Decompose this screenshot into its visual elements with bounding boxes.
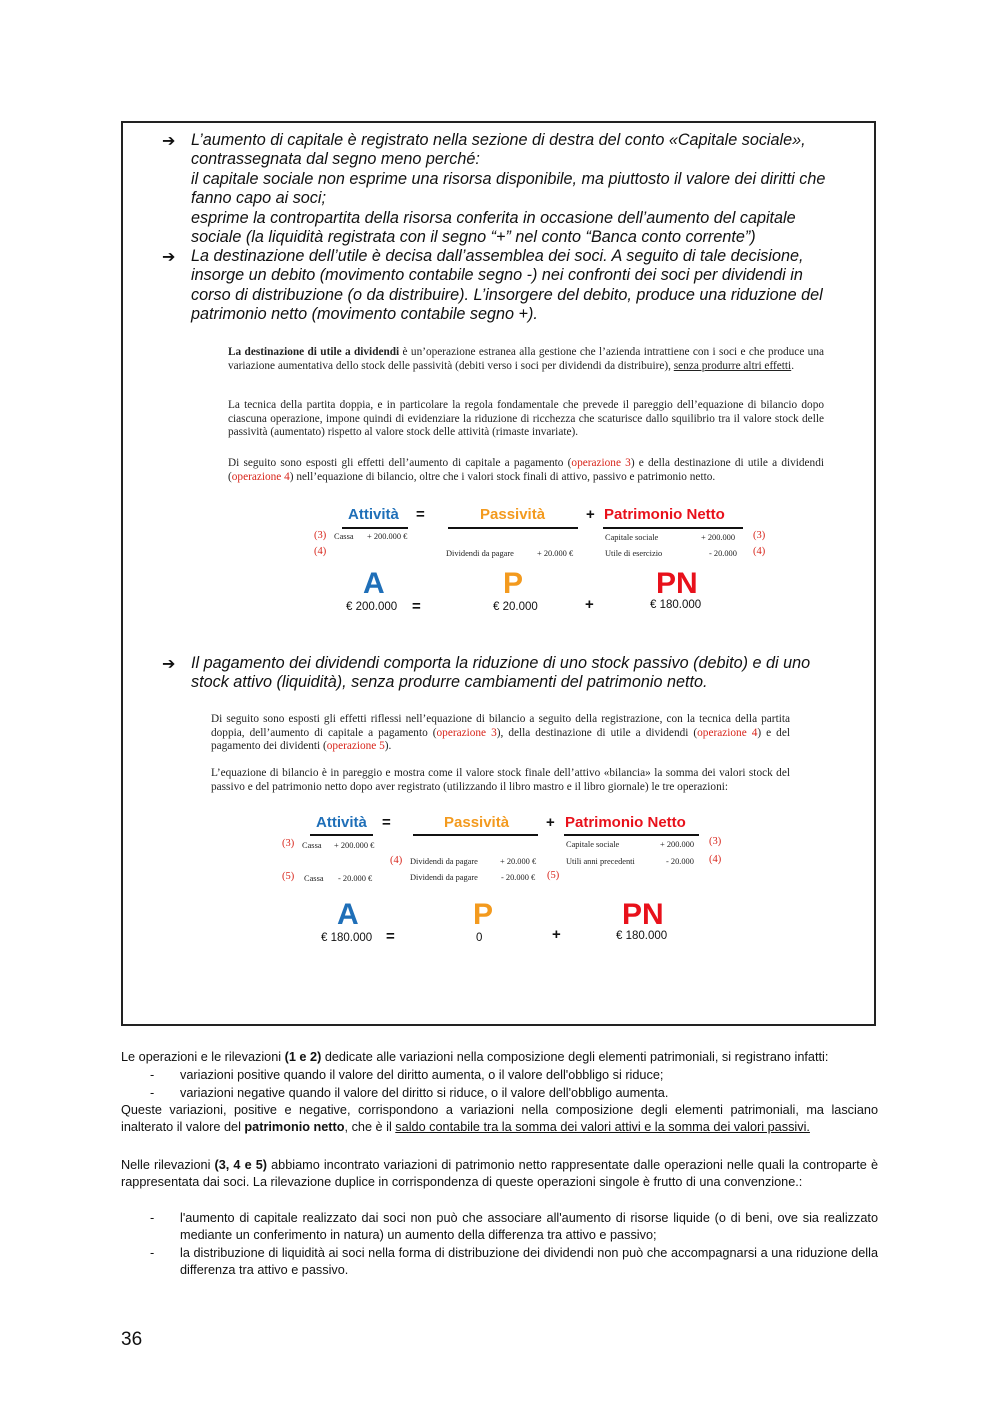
list-dash: - <box>150 1068 155 1082</box>
arrow-icon: ➔ <box>162 656 176 673</box>
operation-number: (3) <box>314 530 327 541</box>
body-text: Queste variazioni, positive e negative, corrispondono a variazioni nella composizione degli elementi patrimoniali, ma lasciano inalterato il valore del <box>121 1103 878 1135</box>
account-name: Capitale sociale <box>566 840 620 849</box>
bullet-1-line: esprime la contropartita della risorsa conferita in occasione dell’aumento del capitale <box>191 208 796 227</box>
operation-number: (3) <box>282 838 295 849</box>
box2-text: L’equazione di bilancio è in pareggio e mostra come il valore stock finale dell’attivo «bilancia» la somma dei valori stock del passivo e del patrimonio netto dopo aver registrato (utilizzando il libro mastro e il libro giornale) le tre operazioni: <box>211 767 790 793</box>
underline <box>564 834 699 836</box>
plus-sign: + <box>552 926 561 943</box>
body-text: Nelle rilevazioni <box>121 1158 215 1172</box>
operation-number: (4) <box>314 546 327 557</box>
box2-text: Di seguito sono esposti gli effetti riflessi nell’equazione di bilancio a seguito della registrazione, con la tecnica della partita doppia, dell’aumento di capitale a pagamento ( <box>211 713 790 739</box>
equals-sign: = <box>382 814 391 831</box>
list-dash: - <box>150 1246 155 1260</box>
account-value: - 20.000 € <box>501 873 536 882</box>
body-paragraph-3 <box>121 1157 878 1192</box>
account-name: Dividendi da pagare <box>410 873 478 882</box>
body-bold: patrimonio netto <box>244 1120 345 1135</box>
box1-text: ) e della destinazione di utile a dividendi ( <box>228 457 824 483</box>
account-value: + 200.000 € <box>334 841 375 850</box>
list-item: la distribuzione di liquidità ai soci nella forma di distribuzione dei dividendi non può che accompagnarsi a una riduzione della differenza tra attivo e passivo. <box>180 1246 878 1278</box>
body-underlined: saldo contabile tra la somma dei valori attivi e la somma dei valori passivi. <box>395 1120 810 1135</box>
total-attivita: € 180.000 <box>321 932 373 944</box>
body-text: , che è il <box>344 1120 396 1135</box>
header-passivita: Passività <box>480 506 546 523</box>
header-passivita: Passività <box>444 814 510 831</box>
bullet-3-line: Il pagamento dei dividendi comporta la riduzione di uno stock passivo (debito) e di uno <box>191 654 811 672</box>
plus-sign: + <box>546 814 555 831</box>
operation-3-ref: operazione 3 <box>436 726 497 739</box>
bullet-1-line: fanno capo ai soci; <box>191 189 326 208</box>
account-value: - 20.000 € <box>338 874 373 883</box>
box2-text: ), della destinazione di utile a dividendi ( <box>496 726 698 739</box>
total-letter-p: P <box>503 567 524 600</box>
body-paragraph-1 <box>121 1049 878 1066</box>
total-passivita: € 20.000 <box>493 601 538 613</box>
bullet-1-line: sociale (la liquidità registrata con il segno “+” nel conto “Banca conto corrente”) <box>191 228 756 247</box>
box1-underlined: senza produrre altri effetti <box>673 359 792 372</box>
operation-3-ref: operazione 3 <box>571 457 631 469</box>
account-value: + 20.000 € <box>537 549 574 558</box>
account-value: - 20.000 <box>666 857 694 866</box>
bullet-2 <box>191 247 871 325</box>
bullet-1-line: contrassegnata dal segno meno perché: <box>191 150 480 169</box>
equals-sign: = <box>416 506 425 523</box>
box2-text: ). <box>384 740 392 753</box>
operation-number: (5) <box>547 870 560 881</box>
account-name: Utile di esercizio <box>605 549 663 558</box>
total-letter-a: A <box>337 898 359 931</box>
account-value: + 20.000 € <box>500 857 537 866</box>
box2-paragraph-2 <box>211 767 790 794</box>
bullet-2-line: patrimonio netto (movimento contabile segno +). <box>191 305 538 324</box>
body-text: abbiamo incontrato variazioni di patrimonio netto rappresentate dalle operazioni nelle quali la controparte è rappresentata dai soci. La rilevazione duplice in corrispondenza di queste operazioni singole è frutto di una convenzione.: <box>121 1158 878 1190</box>
total-patrimonio-netto: € 180.000 <box>616 930 668 942</box>
equals-sign: = <box>386 928 395 945</box>
header-attivita: Attività <box>348 506 399 523</box>
box1-text: è un’operazione estranea alla gestione che l’azienda intrattiene con i soci e che produce una variazione aumentativa dello stock delle passività (debiti verso i soci per dividendi da distribuire), <box>228 346 824 372</box>
box2-paragraph-1 <box>211 713 790 754</box>
operation-number: (3) <box>753 530 766 541</box>
account-name: Cassa <box>302 841 322 850</box>
body-bold: (3, 4 e 5) <box>214 1158 267 1172</box>
list-dash: - <box>150 1211 155 1225</box>
total-letter-a: A <box>363 567 385 600</box>
bullet-3-line: stock attivo (liquidità), senza produrre cambiamenti del patrimonio netto. <box>191 673 708 692</box>
underline <box>342 527 408 529</box>
bullet-3 <box>191 654 871 693</box>
account-name: Dividendi da pagare <box>410 857 478 866</box>
operation-number: (5) <box>282 871 295 882</box>
operation-4-ref: operazione 4 <box>697 726 758 739</box>
account-name: Cassa <box>334 532 354 541</box>
list-dash: - <box>150 1086 155 1100</box>
equals-sign: = <box>412 598 421 615</box>
plus-sign: + <box>585 596 594 613</box>
bullet-2-line: La destinazione dell’utile è decisa dall’assemblea dei soci. A seguito di tale decisione, <box>191 247 804 265</box>
account-name: Dividendi da pagare <box>446 549 514 558</box>
arrow-icon: ➔ <box>162 133 176 150</box>
body-text: Le operazioni e le rilevazioni <box>121 1050 285 1064</box>
bullet-1-line: L’aumento di capitale è registrato nella sezione di destra del conto «Capitale sociale», <box>191 131 806 149</box>
operation-number: (4) <box>390 855 403 866</box>
body-bold: (1 e 2) <box>284 1050 322 1064</box>
account-name: Utili anni precedenti <box>566 857 635 866</box>
box1-paragraph-1 <box>228 346 824 373</box>
total-attivita: € 200.000 <box>346 601 398 613</box>
bullet-2-line: corso di distribuzione (o da distribuire). L’insorgere del debito, produce una riduzione del <box>191 285 823 304</box>
body-text: dedicate alle variazioni nella composizione degli elementi patrimoniali, si registrano infatti: <box>321 1050 829 1064</box>
box1-text: ) nell’equazione di bilancio, oltre che i valori stock finali di attivo, passivo e patrimonio netto. <box>289 470 716 483</box>
header-patrimonio-netto: Patrimonio Netto <box>565 814 686 831</box>
header-patrimonio-netto: Patrimonio Netto <box>604 506 725 523</box>
list-item: variazioni positive quando il valore del diritto aumenta, o il valore dell'obbligo si riduce; <box>180 1068 664 1082</box>
account-value: + 200.000 € <box>367 532 408 541</box>
underline <box>413 834 538 836</box>
box1-paragraph-3 <box>228 457 824 484</box>
total-passivita: 0 <box>476 932 483 944</box>
account-value: + 200.000 <box>660 840 695 849</box>
arrow-icon: ➔ <box>162 249 176 266</box>
account-name: Capitale sociale <box>605 533 659 542</box>
header-attivita: Attività <box>316 814 367 831</box>
box1-text: . <box>791 359 795 372</box>
box1-text: Di seguito sono esposti gli effetti dell’aumento di capitale a pagamento ( <box>228 457 572 469</box>
box1-paragraph-2 <box>228 399 824 440</box>
underline <box>603 527 743 529</box>
list-item: variazioni negative quando il valore del diritto si riduce, o il valore dell'obbligo aumenta. <box>180 1086 669 1100</box>
account-value: + 200.000 <box>701 533 736 542</box>
underline <box>310 834 373 836</box>
body-paragraph-2 <box>121 1102 878 1137</box>
operation-4-ref: operazione 4 <box>231 470 290 483</box>
total-letter-p: P <box>473 898 494 931</box>
page-number: 36 <box>121 1329 143 1350</box>
total-letter-pn: PN <box>656 567 698 600</box>
plus-sign: + <box>586 506 595 523</box>
total-patrimonio-netto: € 180.000 <box>650 599 702 611</box>
account-name: Cassa <box>304 874 324 883</box>
operation-number: (3) <box>709 836 722 847</box>
operation-number: (4) <box>709 854 722 865</box>
bullet-2-line: insorge un debito (movimento contabile segno -) nei confronti dei soci per dividendi in <box>191 266 803 285</box>
bullet-1-line: il capitale sociale non esprime una risorsa disponibile, ma piuttosto il valore dei diritti che <box>191 169 826 188</box>
box1-bold-term: La destinazione di utile a dividendi <box>228 346 400 358</box>
box1-text: La tecnica della partita doppia, e in particolare la regola fondamentale che prevede il pareggio dell’equazione di bilancio dopo ciascuna operazione, impone quindi di evidenziare la riduzione di ricchezza che scaturisce dallo squilibrio tra il valore stock delle passività (aumentato) rispetto al valore stock delle attività (rimaste invariate). <box>228 399 824 439</box>
total-letter-pn: PN <box>622 898 664 931</box>
list-item: l'aumento di capitale realizzato dai soci non può che associare all'aumento di risorse liquide (o di beni, ove sia realizzato mediante un conferimento in natura) un aumento della differenza tra attivo e passivo; <box>180 1211 878 1243</box>
box2-text: ) e del pagamento dei dividenti ( <box>211 726 790 753</box>
account-value: - 20.000 <box>709 549 737 558</box>
operation-number: (4) <box>753 546 766 557</box>
bullet-1 <box>191 131 871 247</box>
underline <box>448 527 578 529</box>
operation-5-ref: operazione 5 <box>326 740 385 753</box>
